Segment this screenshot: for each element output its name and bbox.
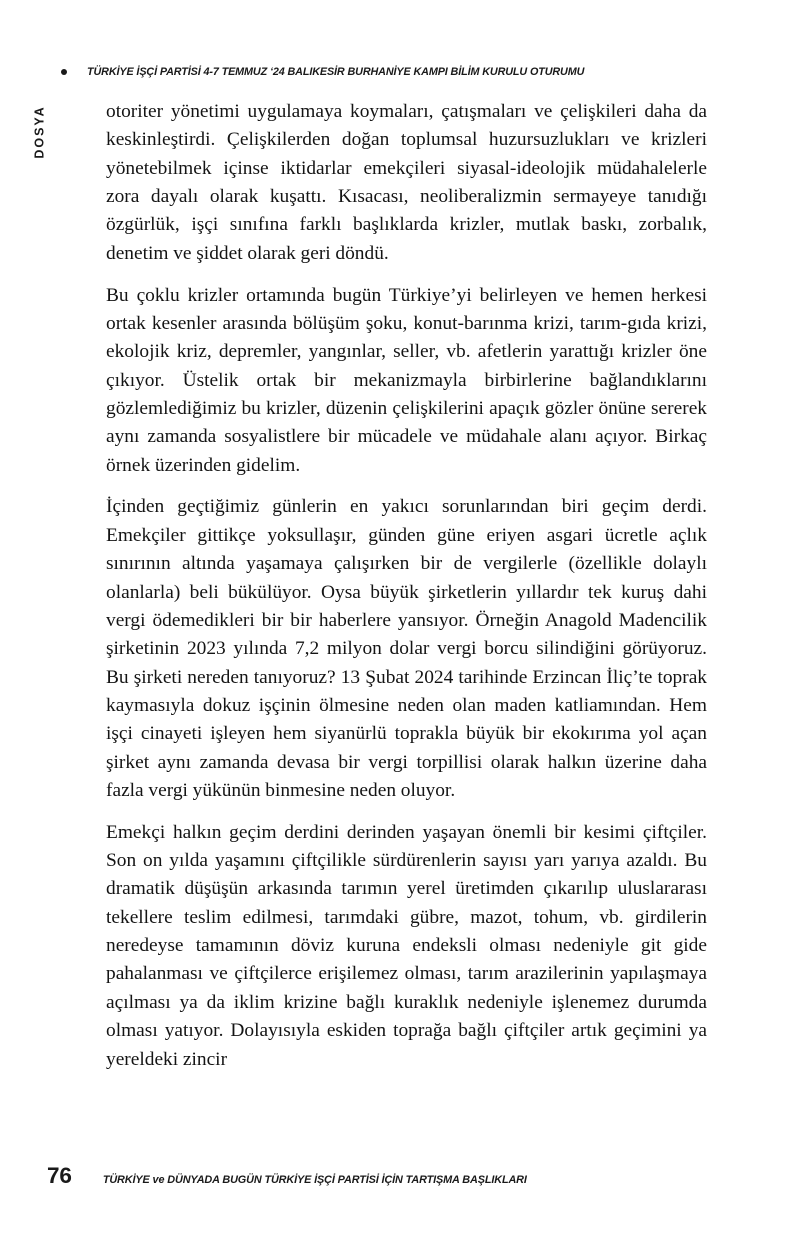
section-tab bbox=[0, 86, 80, 178]
page-number: 76 bbox=[47, 1163, 72, 1188]
running-head bbox=[61, 61, 721, 83]
body-paragraph: otoriter yönetimi uygulamaya koymaları, çatışmaları ve çelişkileri daha da keskinleştirdi. Çelişkilerden doğan toplumsal huzursuzlukları ve krizleri yönetebilmek içinse iktidarlar emekçileri siyasal-ideolojik müdahalelerle zora dayalı olarak kuşattı. Kısacası, neoliberalizmin sermayeye tanıdığı özgürlük, işçi sınıfına farklı başlıklarda krizler, mutlak baskı, zorbalık, denetim ve şiddet olarak geri döndü. bbox=[106, 101, 707, 264]
body-text-column bbox=[106, 98, 707, 1074]
body-paragraph: İçinden geçtiğimiz günlerin en yakıcı sorunlarından biri geçim derdi. Emekçiler gittikçe yoksullaşır, günden güne eriyen asgari ücretle açlık sınırının altında yaşamaya çalışırken bir de vergilerle (özellikle dolaylı olanlarla) beli bükülüyor. Oysa büyük şirketlerin yıllardır tek kuruş dahi vergi ödemedikleri bir bir haberlere yansıyor. Örneğin Anagold Madencilik şirketinin 2023 yılında 7,2 milyon dolar vergi borcu silindiğini görüyoruz. Bu şirketi nereden tanıyoruz? 13 Şubat 2024 tarihinde Erzincan İliç’te toprak kaymasıyla dokuz işçinin ölmesine neden olan maden katliamından. Hem işçi cinayeti işleyen hem siyanürlü toprakla büyük bir ekokırıma yol açan şirket aynı zamanda devasa bir vergi torpillisi olarak halkın üzerine daha fazla vergi yükünün binmesine neden oluyor. bbox=[106, 496, 707, 801]
section-tab-label: DOSYA bbox=[33, 105, 47, 159]
body-paragraph: Emekçi halkın geçim derdini derinden yaşayan önemli bir kesimi çiftçiler. Son on yılda yaşamını çiftçilikle sürdürenlerin sayısı yarı yarıya azaldı. Bu dramatik düşüşün arkasında tarımın yerel üretimden çıkarılıp uluslararası tekellere teslim edilmesi, tarımdaki gübre, mazot, tohum, vb. girdilerin neredeyse tamamının döviz kuruna endeksli olması nedeniyle git gide pahalanması ve çiftçilerce erişilemez olması, tarım arazilerinin yapılaşmaya açılması ya da iklim krizine bağlı kuraklık nedeniyle işlenemez durumda olması yatıyor. Dolayısıyla eskiden toprağa bağlı çiftçiler artık geçimini ya yereldeki zincir bbox=[106, 821, 707, 1070]
bullet-dot-icon bbox=[61, 69, 67, 75]
footer-title: TÜRKİYE ve DÜNYADA BUGÜN TÜRKİYE İŞÇİ PARTİSİ İÇİN TARTIŞMA BAŞLIKLARI bbox=[102, 1174, 527, 1186]
page-footer bbox=[47, 1163, 536, 1189]
running-head-title: TÜRKİYE İŞÇİ PARTİSİ 4-7 TEMMUZ ‘24 BALIKESİR BURHANİYE KAMPI BİLİM KURULU OTURUMU bbox=[87, 66, 585, 78]
body-paragraph: Bu çoklu krizler ortamında bugün Türkiye’yi belirleyen ve hemen herkesi ortak kesenler arasında bölüşüm şoku, konut-barınma krizi, tarım-gıda krizi, ekolojik kriz, depremler, yangınlar, seller, vb. afetlerin yarattığı krizler öne çıkıyor. Üstelik ortak bir mekanizmayla birbirlerine bağlandıklarını gözlemlediğimiz bu krizler, düzenin çelişkilerini apaçık gözler önüne sererek aynı zamanda sosyalistlere bir mücadele ve müdahale alanı açıyor. Birkaç örnek üzerinden gidelim. bbox=[106, 284, 707, 476]
